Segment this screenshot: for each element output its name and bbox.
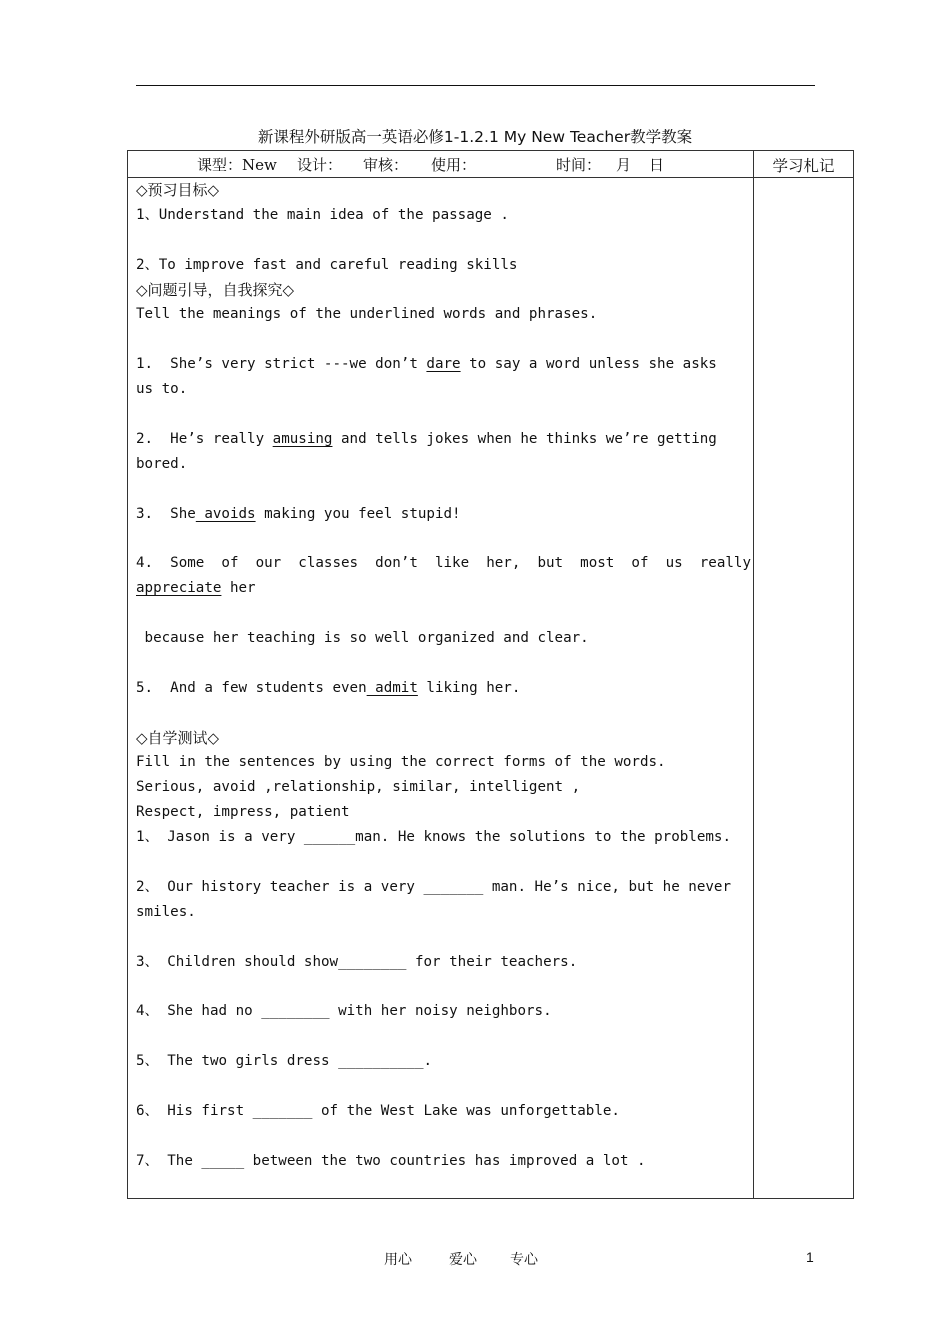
page-number: 1 xyxy=(806,1249,814,1265)
blank-line xyxy=(136,1024,745,1049)
guide-instruction: Tell the meanings of the underlined words and phrases. xyxy=(136,306,598,323)
sentence-5-end: liking her. xyxy=(417,679,521,696)
header-row xyxy=(127,150,753,177)
top-rule xyxy=(136,85,815,86)
sentence-2-start: 2. He’s really xyxy=(136,430,273,447)
blank-line xyxy=(136,651,745,676)
sentence-1-start: 1. She’s very strict ---we don’t xyxy=(136,356,427,373)
month-field: 月 xyxy=(616,156,632,174)
review-field: 审核： xyxy=(363,156,409,174)
sentence-4-continued: because her teaching is so well organized and clear. xyxy=(136,630,589,647)
blank-line xyxy=(136,402,745,427)
design-field: 设计： xyxy=(297,156,343,174)
question-6: 6、 His first _______ of the West Lake was unforgettable. xyxy=(136,1102,620,1119)
blank-line xyxy=(136,526,745,551)
sentence-3 xyxy=(136,502,745,527)
document-title: 新课程外研版高一英语必修1-1.2.1 My New Teacher教学教案 xyxy=(257,128,693,146)
footer-motto-3: 专心 xyxy=(510,1252,538,1268)
goal-1: 1、Understand the main idea of the passage . xyxy=(136,206,509,223)
blank-line xyxy=(136,601,745,626)
blank-line xyxy=(136,925,745,950)
sentence-1-continued: us to. xyxy=(136,381,188,398)
underlined-word-dare: dare xyxy=(426,356,461,373)
word-bank-line-1: Serious, avoid ,relationship, similar, intelligent , xyxy=(136,779,581,796)
blank-line xyxy=(136,1074,745,1099)
blank-line xyxy=(136,850,745,875)
sentence-3-start: 3. She xyxy=(136,505,196,522)
day-field: 日 xyxy=(649,156,665,174)
question-3: 3、 Children should show________ for their teachers. xyxy=(136,953,578,970)
sentence-3-end: making you feel stupid! xyxy=(255,505,461,522)
sentence-2-continued: bored. xyxy=(136,455,188,472)
underlined-word-admit: admit xyxy=(366,679,418,696)
blank-line xyxy=(136,701,745,726)
blank-line xyxy=(136,975,745,1000)
blank-line xyxy=(136,1124,745,1149)
sentence-5 xyxy=(136,676,745,701)
sentence-2 xyxy=(136,427,745,452)
sentence-5-start: 5. And a few students even xyxy=(136,679,367,696)
preview-goal-heading: ◇预习目标◇ xyxy=(136,181,220,199)
question-7: 7、 The _____ between the two countries has improved a lot . xyxy=(136,1152,646,1169)
lesson-content xyxy=(136,178,751,1174)
lesson-type: 课型：New xyxy=(197,156,277,174)
word-bank-line-2: Respect, impress, patient xyxy=(136,804,350,821)
blank-line xyxy=(136,477,745,502)
blank-line xyxy=(136,228,745,253)
question-5: 5、 The two girls dress __________. xyxy=(136,1053,433,1070)
question-2: 2、 Our history teacher is a very _______ man. He’s nice, but he never xyxy=(136,878,732,895)
guide-heading: ◇问题引导，自我探究◇ xyxy=(136,280,295,299)
question-1: 1、 Jason is a very ______man. He knows the solutions to the problems. xyxy=(136,829,732,846)
self-test-heading: ◇自学测试◇ xyxy=(136,728,220,747)
underlined-word-appreciate: appreciate xyxy=(136,580,222,597)
blank-line xyxy=(136,327,745,352)
goal-2: 2、To improve fast and careful reading skills xyxy=(136,256,518,273)
notes-column-divider xyxy=(753,150,754,1199)
question-4: 4、 She had no ________ with her noisy neighbors. xyxy=(136,1003,552,1020)
sentence-1-end: to say a word unless she asks xyxy=(460,356,717,373)
sentence-4-second-line xyxy=(136,576,745,601)
underlined-word-avoids: avoids xyxy=(195,505,256,522)
fill-instruction: Fill in the sentences by using the correct forms of the words. xyxy=(136,754,666,771)
notes-column-header: 学习札记 xyxy=(772,157,835,175)
footer-motto-2: 爱心 xyxy=(449,1252,477,1268)
question-2-continued: smiles. xyxy=(136,903,196,920)
sentence-4-end: her xyxy=(221,580,256,597)
underlined-word-amusing: amusing xyxy=(272,430,333,447)
sentence-4: 4. Some of our classes don’t like her, but most of us really xyxy=(136,555,751,572)
use-field: 使用： xyxy=(431,156,477,174)
sentence-1 xyxy=(136,352,745,377)
footer-motto-1: 用心 xyxy=(384,1252,412,1268)
time-field: 时间： xyxy=(556,156,602,174)
sentence-2-end: and tells jokes when he thinks we’re getting xyxy=(332,430,717,447)
